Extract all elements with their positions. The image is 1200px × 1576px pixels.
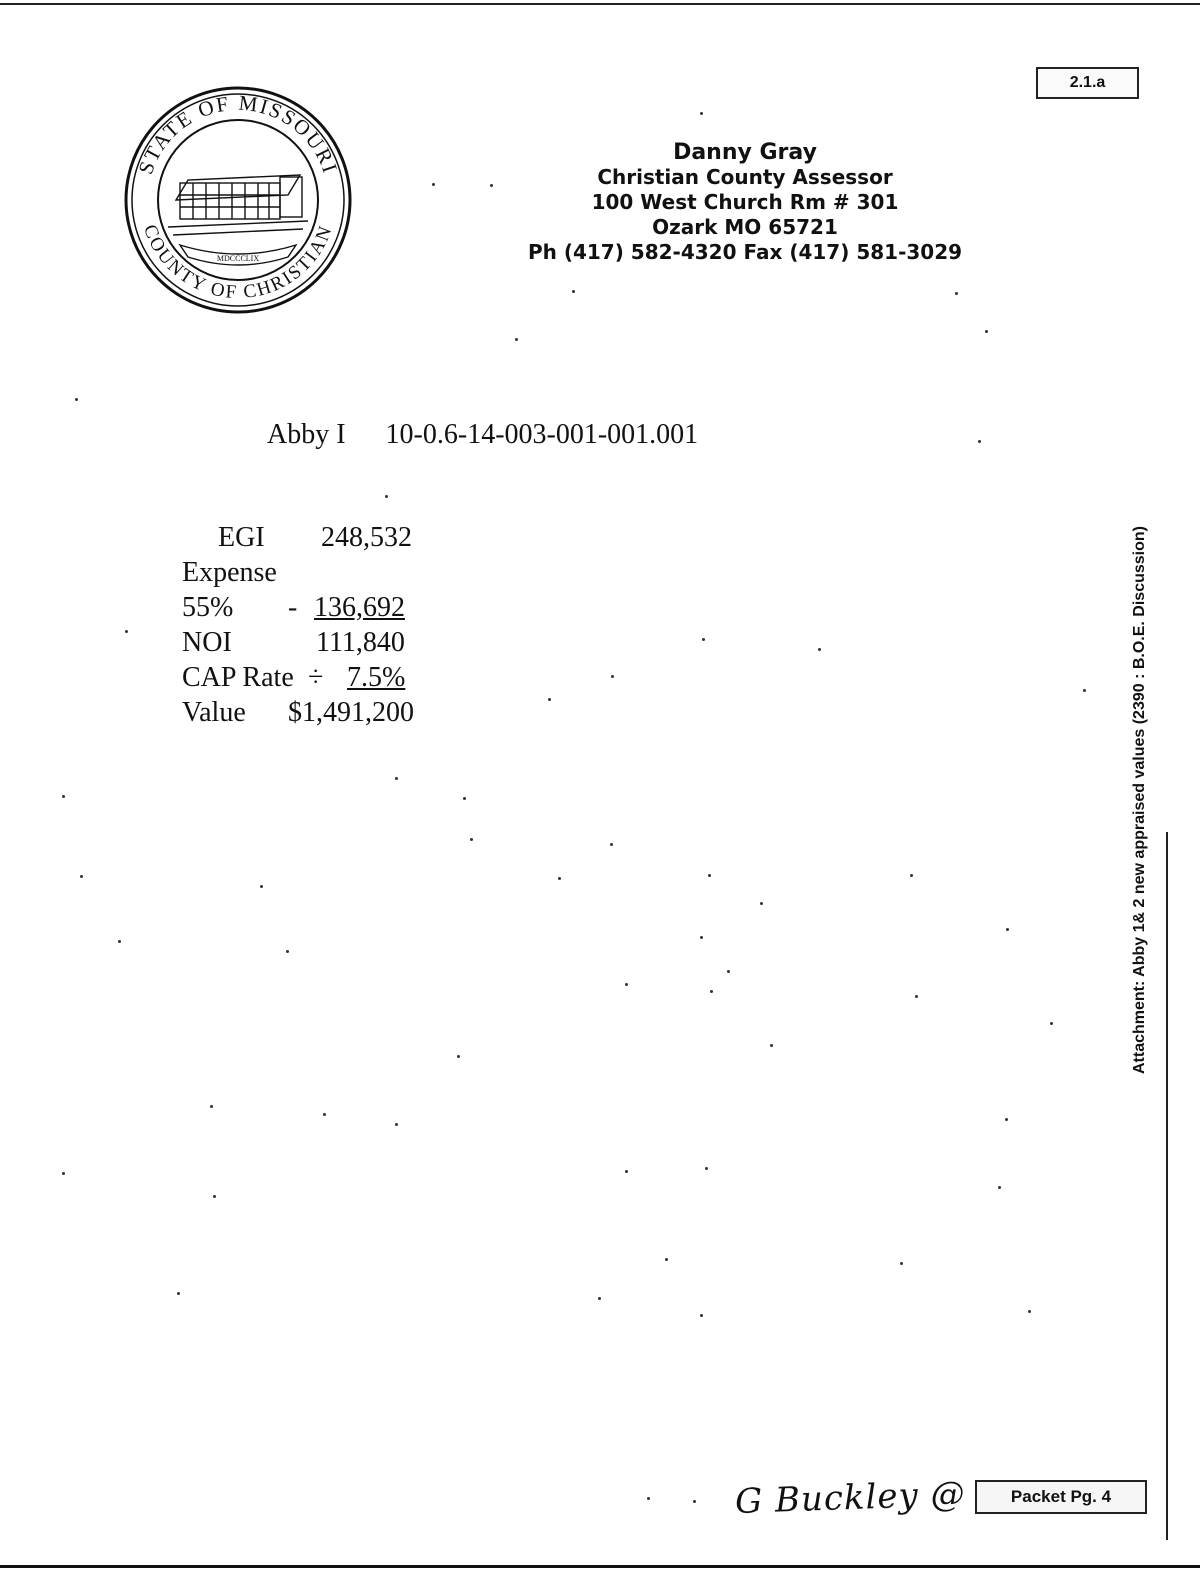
letterhead (520, 140, 970, 265)
address-line-1: 100 West Church Rm # 301 (591, 190, 899, 214)
phone-fax: Ph (417) 582-4320 Fax (417) 581-3029 (527, 240, 963, 264)
egi-label: EGI (218, 522, 265, 553)
svg-text:STATE OF MISSOURI (133, 91, 343, 178)
packet-page-label: Packet Pg. 4 (975, 1480, 1147, 1514)
expense-label: Expense (182, 557, 277, 588)
seal-top-text: STATE OF MISSOURI (133, 90, 343, 178)
noi-label: NOI (182, 627, 232, 658)
address-line-2: Ozark MO 65721 (652, 215, 838, 239)
expense-percent: 55% (182, 592, 234, 623)
value-label: Value (182, 697, 246, 728)
seal-ribbon-text: MDCCCLIX (216, 254, 260, 263)
cap-rate-operator: ÷ (308, 662, 324, 693)
expense-value: 136,692 (314, 592, 405, 623)
cap-rate-label: CAP Rate (182, 662, 294, 693)
reference-tag: 2.1.a (1036, 67, 1139, 99)
right-margin-line (1166, 832, 1168, 1540)
bottom-border-line (0, 1565, 1200, 1568)
value-amount: $1,491,200 (288, 697, 414, 728)
property-name: Abby I (267, 419, 346, 450)
assessor-name: Danny Gray (673, 140, 817, 165)
courthouse-drawing (168, 175, 308, 235)
seal-bottom-text: COUNTY OF CHRISTIAN (138, 221, 338, 304)
handwritten-signature: G Buckley @ (734, 1473, 967, 1523)
parcel-id: 10-0.6-14-003-001-001.001 (385, 419, 699, 450)
seal-ribbon (180, 245, 296, 265)
egi-value: 248,532 (321, 522, 412, 553)
attachment-side-note: Attachment: Abby 1& 2 new appraised values (2390 : B.O.E. Discussion) (1131, 525, 1148, 1075)
assessor-title: Christian County Assessor (597, 165, 893, 189)
county-seal (118, 85, 358, 315)
cap-rate-value: 7.5% (347, 662, 406, 693)
noi-value: 111,840 (316, 627, 405, 658)
property-heading (267, 419, 698, 451)
expense-operator: - (288, 592, 298, 623)
top-border-line (0, 3, 1200, 5)
